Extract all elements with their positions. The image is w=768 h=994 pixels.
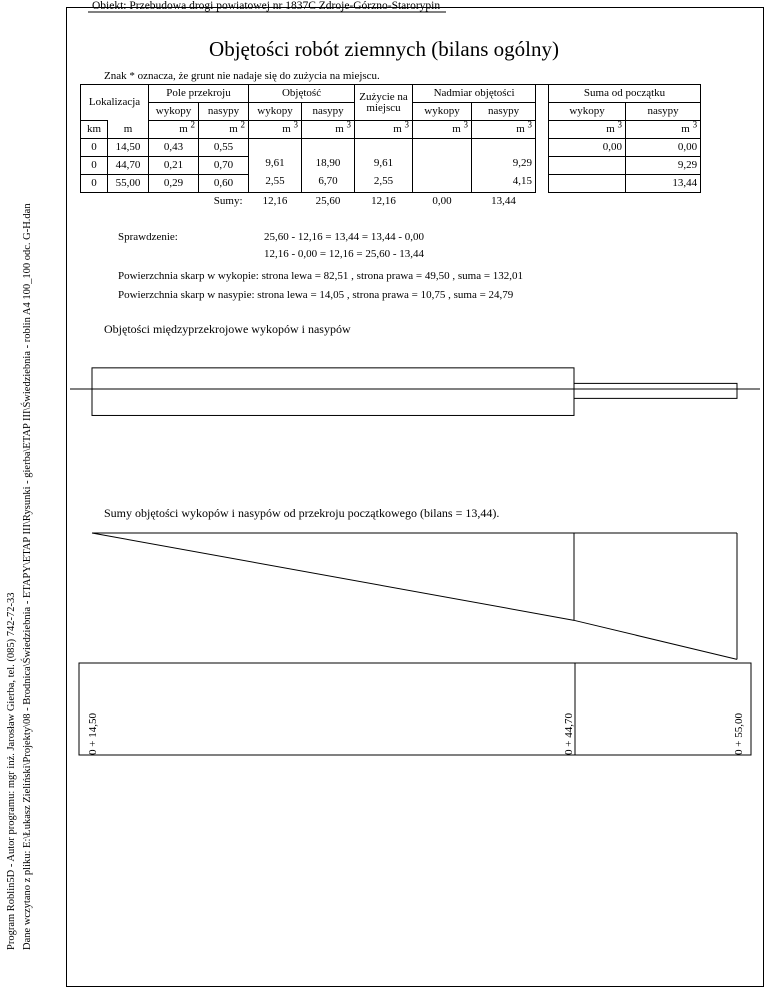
slopes-fill: Powierzchnia skarp w nasypie: strona lewa = 14,05 , strona prawa = 10,75 , suma = 24,79	[118, 289, 514, 301]
header-objetosc: Objętość	[249, 85, 355, 103]
unsuitable-soil-note: Znak * oznacza, że grunt nie nadaje się do zużycia na miejscu.	[104, 70, 380, 82]
section-volumes-title: Objętości międzyprzekrojowe wykopów i nasypów	[104, 322, 351, 336]
program-info: Program Roblin5D - Autor programu: mgr inż. Jarosław Gierba, tel. (085) 742-72-33	[6, 592, 17, 950]
table-cell: 9,29	[472, 157, 536, 175]
header-pole-nasypy: nasypy	[199, 103, 249, 121]
sum-zuz: 12,16	[371, 195, 396, 207]
header-km: km	[81, 121, 108, 139]
unit-suma-wyk: m $^3$	[549, 121, 626, 139]
file-info: Dane wczytano z pliku: E:\Łukasz Zieliński\Projekty\08 - Brodnica\Świedziebnia - ETAPY\ETAP III\Rysunki - gierba\ETAP III\Świedziebnia - roblin A4 100_100 odc. G-H.dan	[22, 203, 33, 950]
header-nad-nasypy: nasypy	[472, 103, 536, 121]
header-suma-nasypy: nasypy	[626, 103, 701, 121]
header-suma-wykopy: wykopy	[549, 103, 626, 121]
table-cell: 9,29	[626, 157, 701, 175]
table-cell: 14,50	[108, 139, 149, 157]
table-row: 0	[81, 157, 108, 175]
header-suma: Suma od początku	[549, 85, 701, 103]
unit-pole-wyk: m $^2$	[149, 121, 199, 139]
check-line-2: 12,16 - 0,00 = 12,16 = 25,60 - 13,44	[264, 248, 424, 260]
table-cell: 44,70	[108, 157, 149, 175]
cut-volume-bar	[92, 368, 574, 389]
table-cell: 9,61	[355, 157, 413, 175]
sum-nad-nas: 13,44	[491, 195, 516, 207]
table-cell: 0,70	[199, 157, 249, 175]
header-m: m	[108, 121, 149, 139]
cumulative-balance-line	[92, 533, 737, 659]
header-zuzycie: Zużycie na miejscu	[355, 85, 413, 121]
unit-suma-nas: m $^3$	[626, 121, 701, 139]
slopes-cut: Powierzchnia skarp w wykopie: strona lewa = 82,51 , strona prawa = 49,50 , suma = 132,01	[118, 270, 524, 282]
sum-nad-wyk: 0,00	[432, 195, 452, 207]
table-cell: 9,61	[249, 157, 302, 175]
header-obj-wykopy: wykopy	[249, 103, 302, 121]
table-cell: 2,55	[249, 175, 302, 193]
check-line-1: 25,60 - 12,16 = 13,44 = 13,44 - 0,00	[264, 231, 424, 243]
table-row: 0	[81, 139, 108, 157]
header-pole: Pole przekroju	[149, 85, 249, 103]
header-obj-nasypy: nasypy	[302, 103, 355, 121]
header-nad-wykopy: wykopy	[413, 103, 472, 121]
station-label-1: 0 + 14,50	[87, 713, 99, 755]
table-cell: 4,15	[472, 175, 536, 193]
fill-volume-bar	[92, 389, 574, 415]
table-cell: 0,60	[199, 175, 249, 193]
unit-nad-wyk: m $^3$	[413, 121, 472, 139]
unit-obj-nas: m $^3$	[302, 121, 355, 139]
page-title: Objętości robót ziemnych (bilans ogólny)	[209, 37, 559, 61]
header-nadmiar: Nadmiar objętości	[413, 85, 536, 103]
table-cell: 2,55	[355, 175, 413, 193]
table-cell: 0,00	[549, 139, 626, 157]
header-lokalizacja: Lokalizacja	[81, 85, 149, 121]
sums-label: Sumy:	[213, 195, 243, 207]
object-header: Obiekt: Przebudowa drogi powiatowej nr 1837C Zdroje-Górzno-Starorypin	[92, 0, 441, 12]
station-band	[79, 663, 751, 755]
unit-pole-nas: m $^2$	[199, 121, 249, 139]
station-label-2: 0 + 44,70	[563, 713, 575, 755]
check-label: Sprawdzenie:	[118, 231, 178, 243]
table-cell: 55,00	[108, 175, 149, 193]
table-cell: 0,55	[199, 139, 249, 157]
table-cell: 0,00	[626, 139, 701, 157]
unit-nad-nas: m $^3$	[472, 121, 536, 139]
cut-volume-bar	[574, 383, 737, 389]
table-cell: 0,29	[149, 175, 199, 193]
table-cell: 0,21	[149, 157, 199, 175]
section-sums-title: Sumy objętości wykopów i nasypów od przekroju początkowego (bilans = 13,44).	[104, 506, 500, 520]
table-cell: 0,43	[149, 139, 199, 157]
unit-obj-wyk: m $^3$	[249, 121, 302, 139]
table-cell: 6,70	[302, 175, 355, 193]
unit-zuz: m $^3$	[355, 121, 413, 139]
sum-obj-nas: 25,60	[315, 195, 341, 207]
sum-obj-wyk: 12,16	[262, 195, 288, 207]
table-cell: 18,90	[302, 157, 355, 175]
station-label-3: 0 + 55,00	[733, 713, 745, 755]
fill-volume-bar	[574, 389, 737, 398]
table-row: 0	[81, 175, 108, 193]
header-pole-wykopy: wykopy	[149, 103, 199, 121]
table-cell: 13,44	[626, 175, 701, 193]
